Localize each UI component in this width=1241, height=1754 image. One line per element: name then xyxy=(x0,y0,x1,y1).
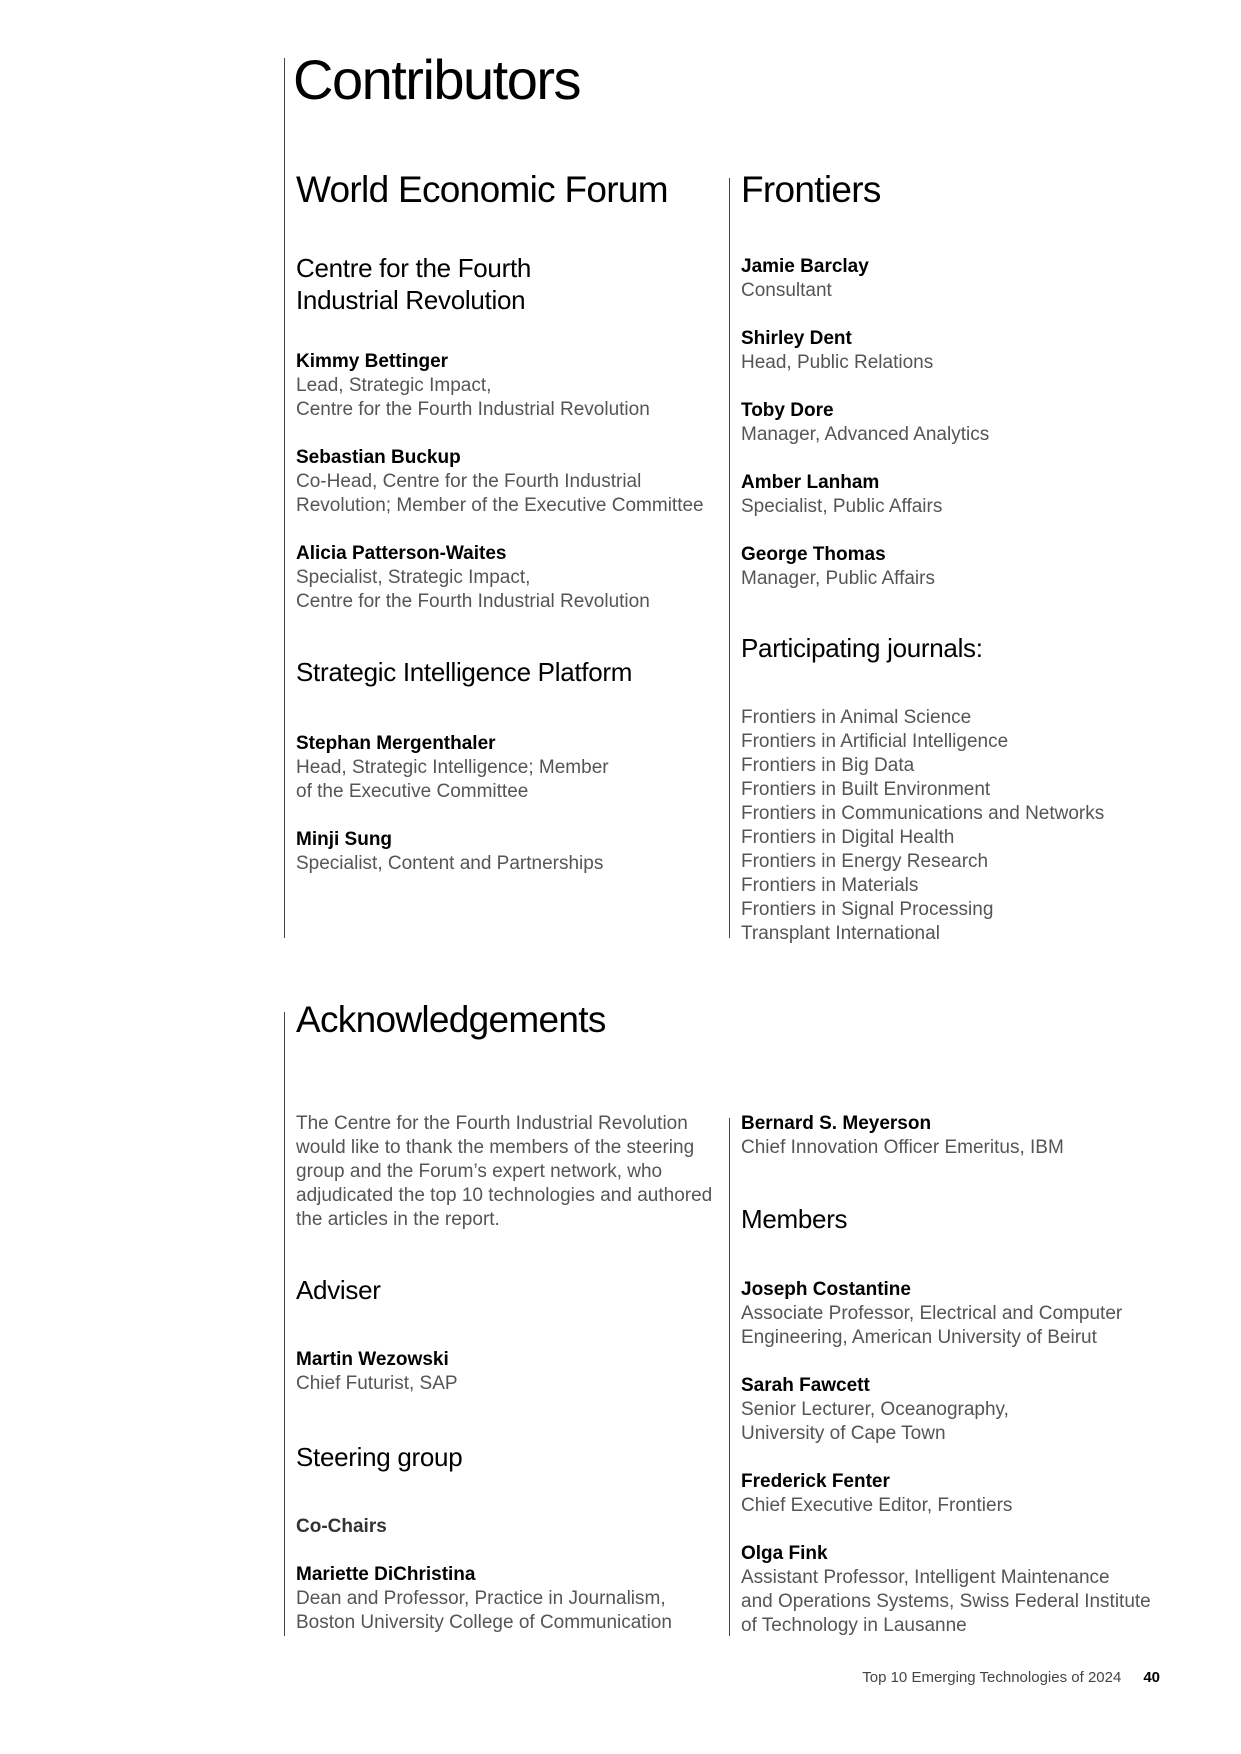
person-entry xyxy=(741,1542,1151,1638)
person-entry xyxy=(741,327,989,375)
members-list xyxy=(741,1278,1151,1662)
adviser-heading: Adviser xyxy=(296,1275,381,1305)
journal-item: Transplant International xyxy=(741,923,940,944)
adviser-people-list xyxy=(296,1348,458,1420)
person-entry xyxy=(741,255,989,303)
journal-item: Frontiers in Materials xyxy=(741,875,919,896)
person-name: Stephan Mergenthaler xyxy=(296,733,496,754)
person-name: Sarah Fawcett xyxy=(741,1375,870,1396)
person-role: Senior Lecturer, Oceanography, University of Cape Town xyxy=(741,1399,1009,1444)
person-role: Head, Public Relations xyxy=(741,352,934,373)
person-role: Dean and Professor, Practice in Journalism, Boston University College of Communication xyxy=(296,1588,672,1633)
person-name: Amber Lanham xyxy=(741,472,880,493)
person-name: George Thomas xyxy=(741,544,886,565)
person-entry xyxy=(741,1278,1151,1350)
cochairs-list-right xyxy=(741,1112,1064,1184)
frontiers-people-list xyxy=(741,255,989,615)
title-rule xyxy=(284,58,285,938)
person-name: Sebastian Buckup xyxy=(296,447,461,468)
person-role: Consultant xyxy=(741,280,832,301)
frontiers-heading: Frontiers xyxy=(741,169,881,210)
person-entry xyxy=(296,732,609,804)
column-divider-bottom xyxy=(729,1118,730,1636)
person-entry xyxy=(741,543,989,591)
person-name: Toby Dore xyxy=(741,400,834,421)
journal-item: Frontiers in Big Data xyxy=(741,755,915,776)
person-role: Chief Futurist, SAP xyxy=(296,1373,458,1394)
person-name: Joseph Costantine xyxy=(741,1279,911,1300)
person-entry xyxy=(741,1470,1151,1518)
person-name: Minji Sung xyxy=(296,829,393,850)
wef-heading: World Economic Forum xyxy=(296,169,668,210)
footer-report-title: Top 10 Emerging Technologies of 2024 xyxy=(862,1669,1122,1686)
person-role: Specialist, Strategic Impact, Centre for the Fourth Industrial Revolution xyxy=(296,567,650,612)
c4ir-people-list xyxy=(296,350,704,638)
person-role: Chief Innovation Officer Emeritus, IBM xyxy=(741,1137,1064,1158)
ack-rule xyxy=(284,1012,285,1636)
journal-item: Frontiers in Communications and Networks xyxy=(741,803,1105,824)
person-name: Alicia Patterson-Waites xyxy=(296,543,507,564)
person-entry xyxy=(296,1348,458,1396)
person-role: Co-Head, Centre for the Fourth Industrial Revolution; Member of the Executive Committee xyxy=(296,471,704,516)
person-role: Chief Executive Editor, Frontiers xyxy=(741,1495,1013,1516)
page-title: Contributors xyxy=(293,48,581,111)
person-entry xyxy=(741,471,989,519)
person-role: Manager, Advanced Analytics xyxy=(741,424,990,445)
person-entry xyxy=(741,1374,1151,1446)
person-name: Shirley Dent xyxy=(741,328,852,349)
person-role: Specialist, Public Affairs xyxy=(741,496,943,517)
acknowledgements-intro: The Centre for the Fourth Industrial Revolution would like to thank the members of the steering group and the Forum’s expert network, who adjudicated the top 10 technologies and authored the articles in the report. xyxy=(296,1113,713,1230)
person-name: Mariette DiChristina xyxy=(296,1564,476,1585)
members-heading: Members xyxy=(741,1204,848,1234)
journal-item: Frontiers in Animal Science xyxy=(741,707,972,728)
person-entry xyxy=(296,1563,672,1635)
column-divider-top xyxy=(729,178,730,938)
page-number: 40 xyxy=(1143,1669,1160,1686)
person-entry xyxy=(296,446,704,518)
c4ir-heading: Centre for the Fourth Industrial Revolution xyxy=(296,253,532,315)
cochairs-label: Co-Chairs xyxy=(296,1516,387,1537)
journal-item: Frontiers in Signal Processing xyxy=(741,899,994,920)
person-name: Olga Fink xyxy=(741,1543,828,1564)
person-entry xyxy=(296,542,704,614)
person-role: Specialist, Content and Partnerships xyxy=(296,853,604,874)
steering-group-heading: Steering group xyxy=(296,1442,463,1472)
journal-item: Frontiers in Digital Health xyxy=(741,827,955,848)
journals-heading: Participating journals: xyxy=(741,633,983,663)
person-entry xyxy=(741,399,989,447)
person-role: Lead, Strategic Impact, Centre for the Fourth Industrial Revolution xyxy=(296,375,650,420)
acknowledgements-heading: Acknowledgements xyxy=(296,999,606,1040)
cochairs-list-left xyxy=(296,1563,672,1659)
person-role: Manager, Public Affairs xyxy=(741,568,935,589)
person-name: Frederick Fenter xyxy=(741,1471,890,1492)
journal-item: Frontiers in Energy Research xyxy=(741,851,989,872)
person-entry xyxy=(296,350,704,422)
person-name: Jamie Barclay xyxy=(741,256,869,277)
sip-heading: Strategic Intelligence Platform xyxy=(296,657,633,687)
person-role: Assistant Professor, Intelligent Maintenance and Operations Systems, Swiss Federal Institute of Technology in Lausanne xyxy=(741,1567,1151,1636)
journal-item: Frontiers in Artificial Intelligence xyxy=(741,731,1009,752)
person-role: Associate Professor, Electrical and Computer Engineering, American University of Beirut xyxy=(741,1303,1123,1348)
journals-list xyxy=(741,706,1104,946)
person-name: Martin Wezowski xyxy=(296,1349,449,1370)
person-entry xyxy=(741,1112,1064,1160)
person-role: Head, Strategic Intelligence; Member of the Executive Committee xyxy=(296,757,609,802)
person-name: Bernard S. Meyerson xyxy=(741,1113,932,1134)
journal-item: Frontiers in Built Environment xyxy=(741,779,991,800)
person-entry xyxy=(296,828,609,876)
person-name: Kimmy Bettinger xyxy=(296,351,449,372)
page-footer xyxy=(862,1669,1160,1686)
sip-people-list xyxy=(296,732,609,900)
